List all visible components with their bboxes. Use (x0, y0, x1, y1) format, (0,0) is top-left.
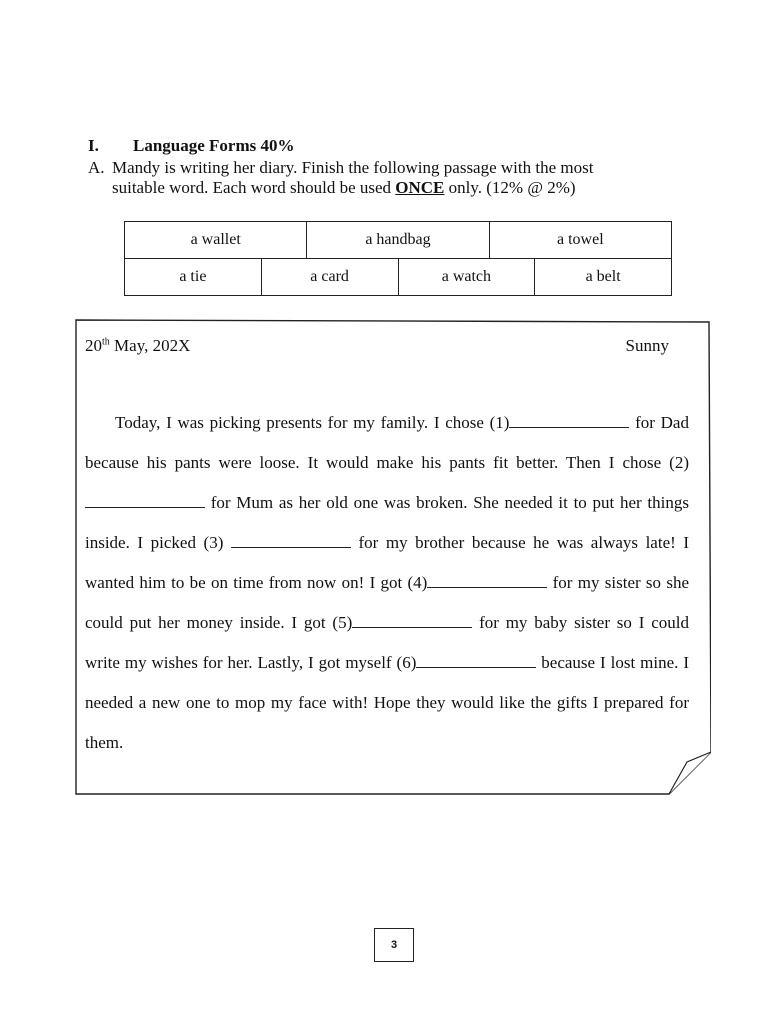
answer-blank-6[interactable] (416, 666, 536, 668)
word-option: a belt (534, 259, 671, 295)
answer-blank-3[interactable] (231, 546, 351, 548)
answer-blank-2[interactable] (85, 506, 205, 508)
word-option: a watch (398, 259, 535, 295)
instructions (88, 158, 688, 198)
instruction-line-1: Mandy is writing her diary. Finish the following passage with the most (112, 158, 594, 177)
section-number: I. (88, 136, 99, 155)
section-title: Language Forms 40% (133, 136, 295, 155)
answer-blank-1[interactable] (509, 426, 629, 428)
diary-name: Sunny (625, 336, 669, 355)
instruction-line-2b: only. (12% @ 2%) (448, 178, 576, 197)
word-option: a towel (489, 222, 671, 258)
page-number: 3 (374, 928, 414, 962)
emphasis-once: ONCE (395, 178, 445, 197)
diary-note (75, 319, 711, 795)
word-option: a tie (179, 268, 207, 285)
section-heading (88, 136, 295, 156)
word-row-1 (125, 222, 671, 258)
word-row-2 (125, 258, 671, 295)
word-option: a handbag (306, 222, 488, 258)
diary-date: 20th May, 202X (85, 336, 191, 355)
word-option: a card (261, 259, 398, 295)
word-box (124, 221, 672, 296)
diary-passage: Today, I was picking presents for my family. I chose (1) for Dad because his pants were loose. It would make his pants fit better. Then I chose (2) for Mum as her old one was broken. She needed it to put her things inside. I picked (3) for my brother because he was always late! I wanted him to be on time from now on! I got (4) for my sister so she could put her money inside. I got (5) for my baby sister so I could write my wishes for her. Lastly, I got myself (6) because I lost mine. I needed a new one to mop my face with! Hope they would like the gifts I prepared for them. (85, 413, 689, 752)
instruction-line-2a: suitable word. Each word should be used (112, 178, 392, 197)
question-letter: A. (88, 158, 105, 177)
answer-blank-4[interactable] (427, 586, 547, 588)
word-option: a wallet (190, 231, 241, 248)
answer-blank-5[interactable] (352, 626, 472, 628)
